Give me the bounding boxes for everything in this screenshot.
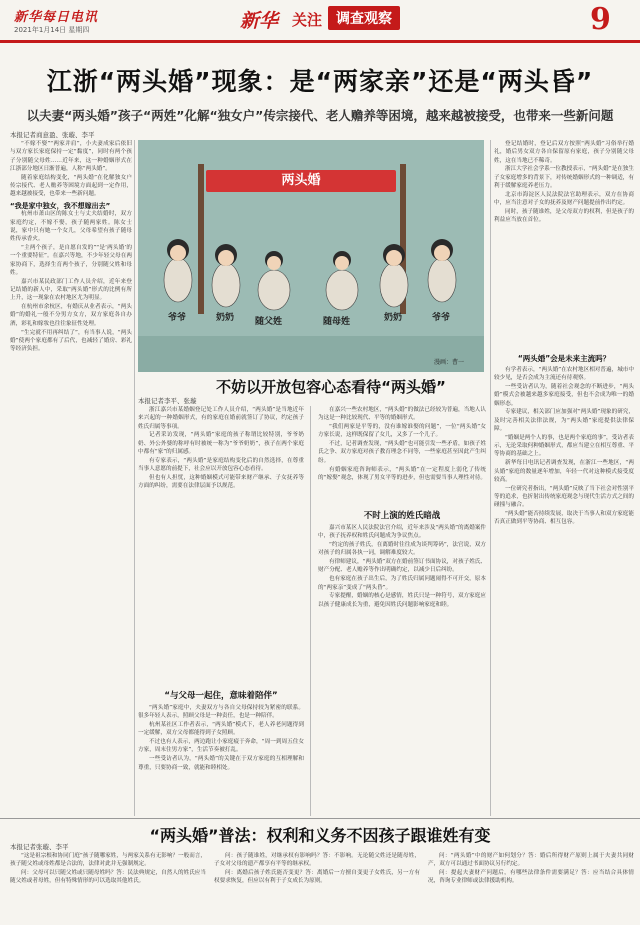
paragraph: “主两个孩子，是自愿自发的”“是‘两头婚’的一个重要特征”。在嘉兴等地，不少年轻父母在两家协商下，选择生育两个孩子，分别随父姓和母姓。 — [10, 245, 132, 276]
bottom-column-1 — [10, 852, 206, 922]
illustration-sign: 两头婚 — [206, 170, 396, 192]
paragraph: “我们两家是平等的，没有谁嫁谁娶的问题”，一位“两头婚”女方家长说，这样既保留了女儿，又多了一个儿子。 — [318, 424, 486, 439]
sub-heading-surname-war: 不时上演的姓氏暗战 — [363, 511, 441, 521]
paragraph: 但也有人担忧，这种婚姻模式可能带来财产继承、子女抚养等方面的纠纷，需要在法律层面予以规范。 — [138, 474, 304, 490]
paragraph: 浙江大学社会学系一位教授表示，“两头婚”是在独生子女家庭增多的背景下，对传统婚姻形式的一种调适，有利于缓解家庭养老压力。 — [494, 166, 634, 189]
paragraph: 不过，记者调查发现，“两头婚”也可能引发一些矛盾，如孩子姓氏之争、双方家庭对孩子教育理念不同等，一些家庭甚至因此产生纠纷。 — [318, 441, 486, 464]
paragraph: “不嫁不娶”“两家并肩”，小夫妻成家后依旧与双方家长家庭保持一定“黏度”，同时有两个孩子分别随父母姓……近年来，这一种婚姻形式在江浙部分地区日渐普遍，人称“两头婚”。 — [10, 141, 132, 172]
label-father-surname: 随父姓 — [255, 317, 283, 327]
paragraph: “两头婚”家庭中，夫妻双方与各自父母保持较为紧密的联系。很多年轻人表示，照顾父母是一种责任，也是一种陪伴。 — [138, 705, 304, 720]
paragraph: 也有家庭在孩子出生后，为了姓氏归属问题闹得不可开交，原本的“两家亲”变成了“两头昏”。 — [318, 576, 486, 591]
paragraph: 同时，孩子随谁姓，是父母双方的权利，但是孩子的利益应当放在首位。 — [494, 208, 634, 224]
byline-bottom: 本报记者张璇、李平 — [10, 843, 69, 851]
bottom-column-2 — [214, 852, 420, 922]
paragraph: 问：提起夫妻财产问题后，有哪些法律条件需要满足？答：应当结合具体情况，咨询专业律师或法律援助机构。 — [428, 870, 634, 885]
paragraph: 一位研究者指出，“两头婚”反映了当下社会对性别平等的追求，也折射出传统家庭观念与现代生活方式之间的碰撞与融合。 — [494, 485, 634, 509]
sub-heading-future: “两头婚”会是未来主流吗？ — [517, 354, 611, 363]
label-grandma-left: 奶奶 — [216, 313, 235, 323]
paragraph: 杭州某社区工作者表示，“两头婚”模式下，老人养老问题得到一定缓解，双方父母都能得到子女照顾。 — [138, 722, 304, 737]
issue-date: 2021年1月14日 星期四 — [14, 26, 90, 34]
paragraph: 有婚姻家庭咨询师表示，“两头婚”在一定程度上弱化了传统的“嫁娶”观念，体现了男女平等的进步，但也需要当事人理性对待。 — [318, 466, 486, 481]
section-label: 关注 — [292, 11, 323, 29]
article-column-4 — [318, 406, 486, 506]
paragraph: 记者采访发现，“两头婚”家庭的孩子称谓比较特别，爷爷奶奶、外公外婆的称呼有时被统一称为“爷爷奶奶”，孩子在两个家庭中都有“家”的归属感。 — [138, 432, 304, 455]
paragraph: 登记结婚时，登记后双方按照“两头婚”习俗举行婚礼，婚后男女双方各自保留原有家庭，孩子分别随父母姓，这在当地已不稀奇。 — [494, 141, 634, 164]
paragraph: 随着家庭结构变化，“两头婚”在化解独女户传宗接代、老人赡养等困境方面起到一定作用，越来越被接受，也带来一些新问题。 — [10, 174, 132, 198]
sub-heading-companionship: “与父母一起住，意味着陪伴” — [164, 691, 278, 701]
column-divider — [310, 406, 311, 816]
paragraph: 嘉兴市某区人民法院法官介绍，近年来涉及“两头婚”的离婚案件中，孩子抚养权和姓氏问题成为争议焦点。 — [318, 525, 486, 540]
paragraph: “婚姻是两个人的事，也是两个家庭的事”，受访者表示，无论采取何种婚姻形式，都应当建立在相互尊重、平等协商的基础之上。 — [494, 434, 634, 458]
article-column-3b — [138, 704, 304, 816]
article-column-3 — [138, 406, 304, 686]
main-headline: 江浙“两头婚”现象：是“两家亲”还是“两头昏” — [46, 67, 594, 96]
paragraph: 问：离婚后孩子姓氏能否变更？答：离婚后一方擅自变更子女姓氏，另一方有权要求恢复，但应以有利于子女成长为原则。 — [214, 870, 420, 885]
paragraph: “生完就不用再纠结了”，有当事人说，“两头婚”使两个家庭都有了后代，也减轻了婚房、彩礼等经济负担。 — [10, 329, 132, 353]
label-grandpa-right: 爷爷 — [432, 313, 451, 323]
paragraph: 问：“两头婚”中的财产如何划分？答：婚后所得财产原则上属于夫妻共同财产，双方可以通过书面协议另行约定。 — [428, 853, 634, 868]
byline-main: 本报记者商意盈、张璇、李平 — [10, 131, 95, 139]
paragraph: 一些受访者认为，“两头婚”的关键在于双方家庭的互相理解和尊重，只要协商一致，就能和睦相处。 — [138, 756, 304, 771]
paragraph: 有学者表示，“两头婚”在农村地区相对普遍，城市中较少见，是否会成为主流还有待观察。 — [494, 367, 634, 382]
label-mother-surname: 随母姓 — [323, 317, 351, 327]
label-grandpa-left: 爷爷 — [168, 313, 187, 323]
article-column-1 — [10, 140, 132, 816]
paragraph: 北京市海淀区人民法院法官助理表示，双方在协商中，应当注意对子女的抚养及财产问题提前作出约定。 — [494, 191, 634, 207]
article-column-5b — [494, 366, 634, 816]
illustration-drawing — [138, 140, 484, 372]
section-heading: “我是家中独女，我不想嫁出去” — [10, 201, 111, 210]
paragraph: 问：孩子随谁姓，对继承权有影响吗？答：不影响。无论随父姓还是随母姓，子女对父母的遗产都享有平等的继承权。 — [214, 853, 420, 868]
paragraph: 有律师建议，“两头婚”双方在婚前签订书面协议，对孩子姓氏、财产分配、老人赡养等作出明确约定，以减少日后纠纷。 — [318, 559, 486, 574]
paragraph: 问：父母可以只随父姓或只随母姓吗？答：民法典规定，自然人的姓氏应当随父姓或者母姓，但有特殊情形的可以选取其他姓氏。 — [10, 870, 206, 885]
column-divider — [134, 140, 135, 816]
article-column-4b — [318, 524, 486, 816]
sub-headline: 以夫妻“两头婚”孩子“两姓”化解“独女户”传宗接代、老人赡养等困境，越来越被接受，也带来一些新问题 — [26, 108, 614, 123]
paragraph: 在嘉兴一些农村地区，“两头婚”的做法已经较为普遍，当地人认为这是一种比较现代、平等的婚姻形式。 — [318, 407, 486, 422]
brand-logo: 新华 — [240, 10, 279, 32]
bottom-headline: “两头婚”普法：权利和义务不因孩子跟谁姓有变 — [149, 826, 491, 845]
label-grandma-right: 奶奶 — [384, 313, 403, 323]
mid-headline: 不妨以开放包容心态看待“两头婚” — [216, 378, 446, 396]
paragraph: 嘉兴市某民政部门工作人员介绍，近年来登记结婚的新人中，采取“两头婚”形式的比例有所上升，这一现象在农村地区尤为明显。 — [10, 278, 132, 302]
header-rule — [0, 40, 640, 43]
article-column-5 — [494, 140, 634, 350]
column-badge: 调查观察 — [328, 6, 400, 30]
bottom-column-3 — [428, 852, 634, 922]
paragraph: 专家建议，相关部门应加强对“两头婚”现象的研究，及时完善相关法律法规，为“两头婚”家庭提供法律保障。 — [494, 409, 634, 433]
paragraph: 浙江嘉兴市某婚姻登记处工作人员介绍，“两头婚”是当地近年来兴起的一种婚姻形式，有的家庭在婚前就签订了协议，约定孩子姓氏归属等事项。 — [138, 407, 304, 430]
section-rule — [0, 818, 640, 819]
paragraph: “约定的孩子姓氏，在离婚时往往成为谈判筹码”，法官说，双方对孩子的归属各执一词，调解难度较大。 — [318, 542, 486, 557]
paragraph: 杭州市萧山区的陈女士与丈夫结婚时，双方家庭约定，不嫁不娶，孩子随两家姓。陈女士说，家中只有她一个女儿，父母希望有孩子随母姓传承香火。 — [10, 211, 132, 243]
paragraph: “这是祖宗根和协同门庭”孩子随哪家姓，与两家关系有无影响？一般而言，孩子随父姓或母姓都是合法的，法律对此并无强制规定。 — [10, 853, 206, 868]
illustration-credit: 漫画：曹一 — [433, 359, 464, 366]
paragraph: “两头婚”能否持续发展，取决于当事人和双方家庭能否真正做到平等协商、相互包容。 — [494, 511, 634, 526]
paragraph: 新华每日电讯记者调查发现，在浙江一些地区，“两头婚”家庭的数量逐年增加，年轻一代对这种模式接受度较高。 — [494, 460, 634, 483]
paragraph: 在杭州市余杭区，有婚庆从业者表示，“两头婚”的婚礼一般不分男方女方，双方家庭各自办酒，彩礼和嫁妆也往往象征性处理。 — [10, 304, 132, 327]
paragraph: 不过也有人表示，两边跑让小家庭疲于奔命，“周一到周五住女方家，周末住男方家”，生活节奏被打乱。 — [138, 739, 304, 754]
column-divider — [490, 140, 491, 816]
byline-mid: 本报记者李平、张璇 — [138, 397, 197, 405]
paragraph: 专家提醒，婚姻的核心是感情，姓氏只是一种符号，双方家庭应以孩子健康成长为重，避免因姓氏问题影响家庭和睦。 — [318, 593, 486, 608]
newspaper-logo: 新华每日电讯 — [14, 10, 99, 25]
cartoon-illustration — [138, 140, 484, 372]
paragraph: 一些受访者认为，随着社会观念的不断进步，“两头婚”模式会被越来越多家庭接受，但也不会成为唯一的婚姻形态。 — [494, 384, 634, 407]
paragraph: 有专家表示，“两头婚”是家庭结构变化后的自然选择，在尊重当事人意愿的前提下，社会应以开放包容心态看待。 — [138, 457, 304, 473]
page-number: 9 — [590, 2, 611, 37]
